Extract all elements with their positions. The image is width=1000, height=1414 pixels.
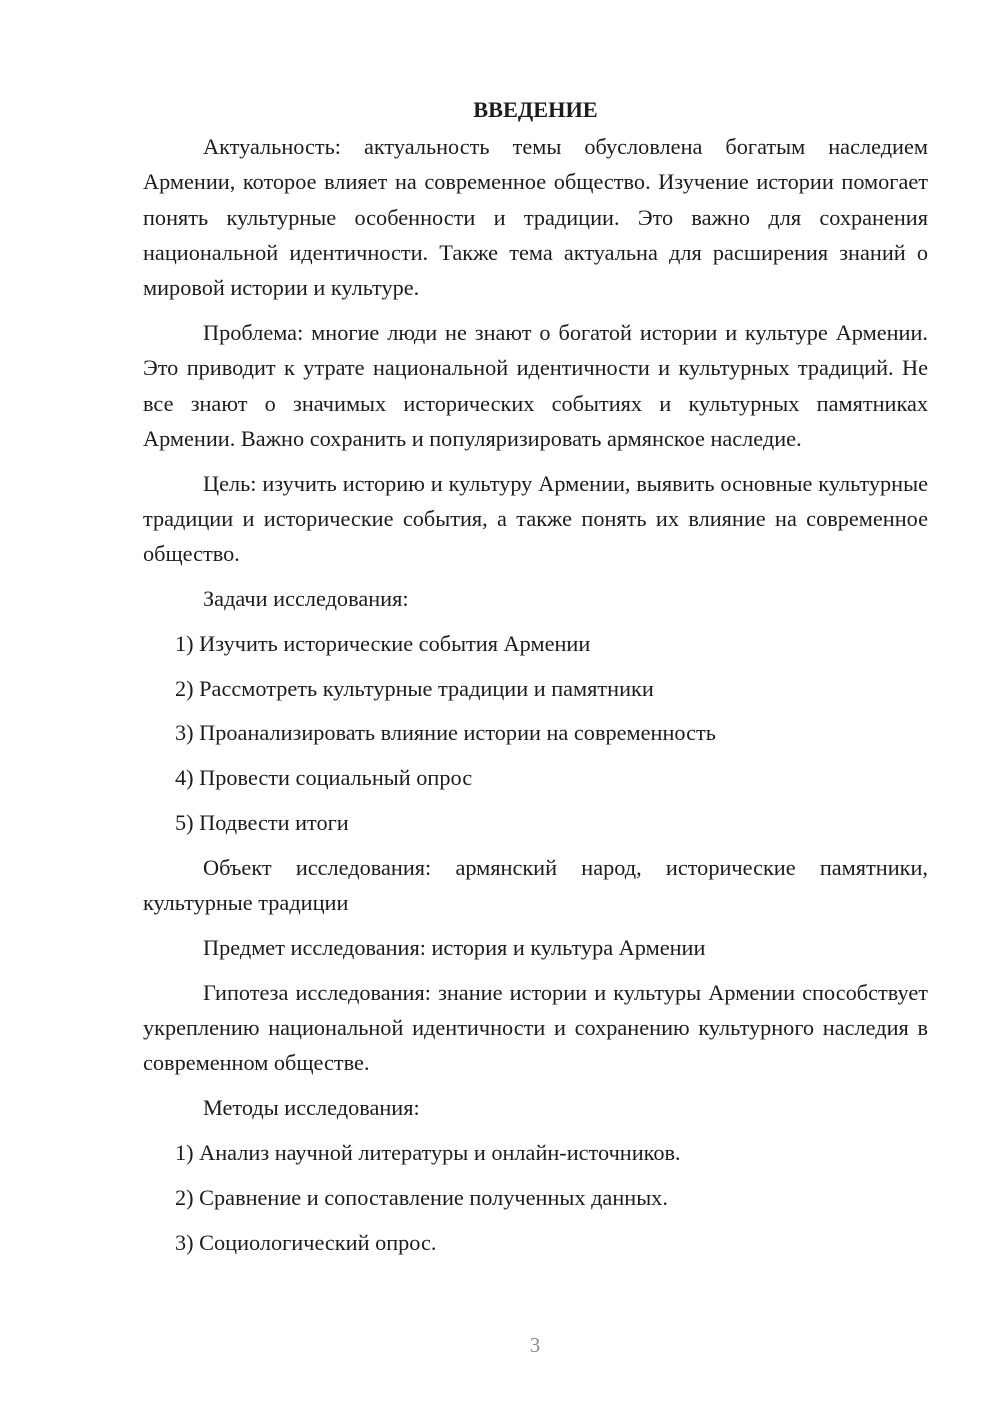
methods-heading: Методы исследования: xyxy=(203,1095,420,1121)
task-item-2: 2) Рассмотреть культурные традиции и памятники xyxy=(175,675,654,701)
task-item-1: 1) Изучить исторические события Армении xyxy=(175,630,591,656)
method-item-1: 1) Анализ научной литературы и онлайн-источников. xyxy=(175,1139,681,1165)
goal-paragraph: Цель: изучить историю и культуру Армении, выявить основные культурные традиции и исторические события, а также понять их влияние на современное общество. xyxy=(143,470,928,567)
section-title: ВВЕДЕНИЕ xyxy=(473,97,598,122)
method-item-2: 2) Сравнение и сопоставление полученных данных. xyxy=(175,1184,668,1210)
task-item-3: 3) Проанализировать влияние истории на современность xyxy=(175,720,716,746)
method-item-3: 3) Социологический опрос. xyxy=(175,1229,437,1255)
document-page xyxy=(143,92,928,1269)
page-number: 3 xyxy=(529,1333,541,1357)
task-item-4: 4) Провести социальный опрос xyxy=(175,765,473,791)
task-item-5: 5) Подвести итоги xyxy=(175,810,349,836)
subject-paragraph: Предмет исследования: история и культура Армении xyxy=(203,934,706,960)
problem-paragraph: Проблема: многие люди не знают о богатой истории и культуре Армении. Это приводит к утрате национальной идентичности и культурных традиций. Не все знают о значимых исторических событиях и культурных памятниках Армении. Важно сохранить и популяризировать армянское наследие. xyxy=(143,319,928,451)
tasks-heading: Задачи исследования: xyxy=(203,586,409,612)
relevance-paragraph: Актуальность: актуальность темы обусловлена богатым наследием Армении, которое влияет на современное общество. Изучение истории помогает понять культурные особенности и традиции. Это важно для сохранения национальной идентичности. Также тема актуальна для расширения знаний о мировой истории и культуре. xyxy=(143,134,928,301)
object-paragraph: Объект исследования: армянский народ, исторические памятники, культурные традиции xyxy=(143,854,928,916)
hypothesis-paragraph: Гипотеза исследования: знание истории и культуры Армении способствует укреплению национальной идентичности и сохранению культурного наследия в современном обществе. xyxy=(143,979,928,1076)
